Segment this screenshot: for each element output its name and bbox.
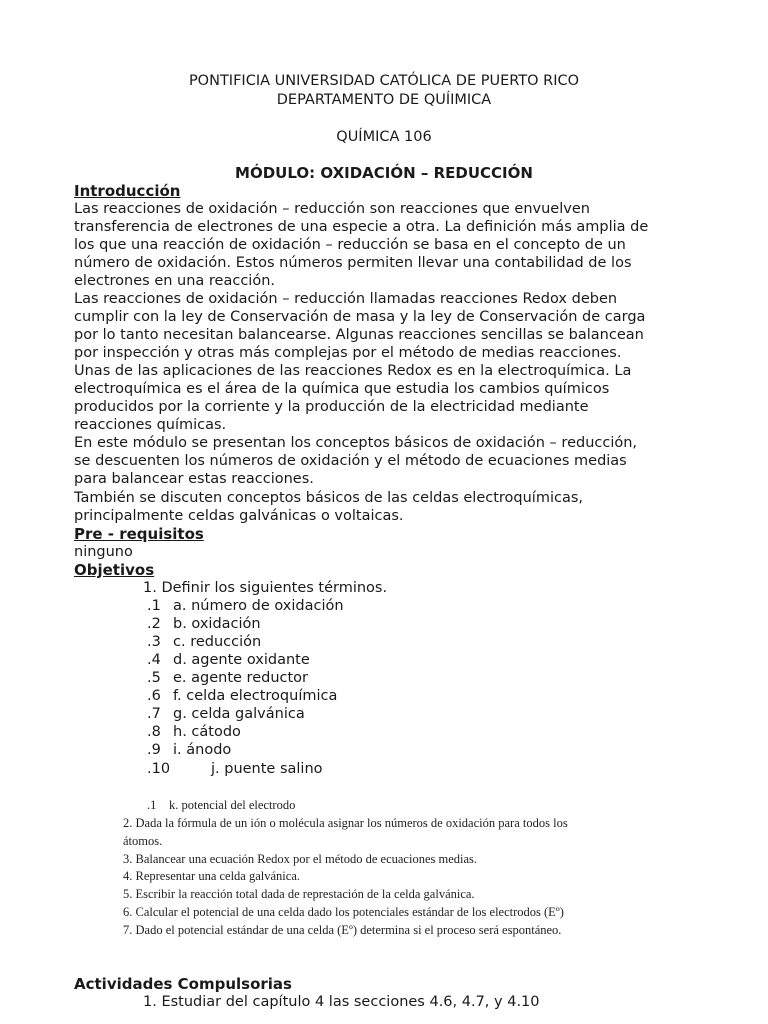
term-text: f. celda electroquímica [173,688,338,704]
term-item [147,760,323,778]
term-item [147,705,305,723]
term-number: .7 [147,706,161,722]
term-number: .5 [147,670,161,686]
objective-item: 2. Dada la fórmula de un ión o molécula asignar los números de oxidación para todos los [123,816,568,830]
term-number: .3 [147,634,161,650]
term-number: .10 [147,761,171,777]
intro-line: número de oxidación. Estos números permiten llevar una contabilidad de los [74,255,632,271]
intro-line: En este módulo se presentan los conceptos básicos de oxidación – reducción, [74,435,638,451]
objective-item: átomos. [123,834,163,848]
term-number: .8 [147,724,161,740]
term-number: .2 [147,616,161,632]
intro-line: Unas de las aplicaciones de las reacciones Redox es en la electroquímica. La [74,363,632,379]
intro-heading: Introducción [74,182,181,200]
term-text: i. ánodo [173,742,232,758]
objective-item: 7. Dado el potencial estándar de una celda (Eº) determina si el proceso será espontáneo. [123,923,562,937]
intro-line: por inspección y otras más complejas por el método de medias reacciones. [74,345,622,361]
objective-item: 4. Representar una celda galvánica. [123,869,300,883]
term-number: .9 [147,742,161,758]
prereq-heading: Pre - requisitos [74,525,204,543]
prereq-text: ninguno [74,544,133,560]
intro-line: por lo tanto necesitan balancearse. Algunas reacciones sencillas se balancean [74,327,644,343]
term-number: .6 [147,688,161,704]
intro-line: para balancear estas reacciones. [74,471,314,487]
term-item [147,633,261,651]
term-text: g. celda galvánica [173,706,305,722]
intro-line: transferencia de electrones de una especie a otra. La definición más amplia de [74,219,649,235]
intro-line: producidos por la corriente y la producción de la electricidad mediante [74,399,589,415]
intro-line: cumplir con la ley de Conservación de masa y la ley de Conservación de carga [74,309,646,325]
objective-item: 1. Definir los siguientes términos. [143,580,388,596]
term-text: b. oxidación [173,616,261,632]
university-name: PONTIFICIA UNIVERSIDAD CATÓLICA DE PUERTO RICO [188,73,580,89]
term-item [147,723,241,741]
term-number: .1 [147,798,157,812]
intro-line: También se discuten conceptos básicos de las celdas electroquímicas, [74,490,584,506]
term-text: a. número de oxidación [173,598,344,614]
intro-line: electrones en una reacción. [74,273,276,289]
course-title: QUÍMICA 106 [336,129,432,145]
term-text: h. cátodo [173,724,241,740]
term-text: k. potencial del electrodo [169,798,296,812]
term-item [147,669,308,687]
term-item [147,741,231,759]
activity-item: 1. Estudiar del capítulo 4 las secciones 4.6, 4.7, y 4.10 [143,994,540,1010]
term-text: e. agente reductor [173,670,309,686]
term-item [147,597,344,615]
term-text: d. agente oxidante [173,652,310,668]
term-text: c. reducción [173,634,262,650]
module-title: MÓDULO: OXIDACIÓN – REDUCCIÓN [235,164,533,182]
objective-item: 3. Balancear una ecuación Redox por el método de ecuaciones medias. [123,852,478,866]
intro-line: se descuenten los números de oxidación y el método de ecuaciones medias [74,453,627,469]
term-item [147,797,295,815]
intro-line: reacciones químicas. [74,417,227,433]
intro-line: Las reacciones de oxidación – reducción son reacciones que envuelven [74,201,590,217]
term-number: .1 [147,598,161,614]
objective-item: 5. Escribir la reacción total dada de represtación de la celda galvánica. [123,887,475,901]
intro-line: Las reacciones de oxidación – reducción llamadas reacciones Redox deben [74,291,618,307]
term-item [147,651,310,669]
intro-line: principalmente celdas galvánicas o voltaicas. [74,508,404,524]
department-name: DEPARTAMENTO DE QUÍIMICA [276,92,492,108]
activities-heading: Actividades Compulsorias [74,975,292,993]
term-number: .4 [147,652,161,668]
intro-line: electroquímica es el área de la química que estudia los cambios químicos [74,381,610,397]
term-item [147,615,261,633]
term-item [147,687,337,705]
objective-item: 6. Calcular el potencial de una celda dado los potenciales estándar de los electrodos (Eº) [123,905,564,919]
term-text: j. puente salino [211,761,323,777]
objectives-heading: Objetivos [74,561,155,579]
intro-line: los que una reacción de oxidación – reducción se basa en el concepto de un [74,237,626,253]
